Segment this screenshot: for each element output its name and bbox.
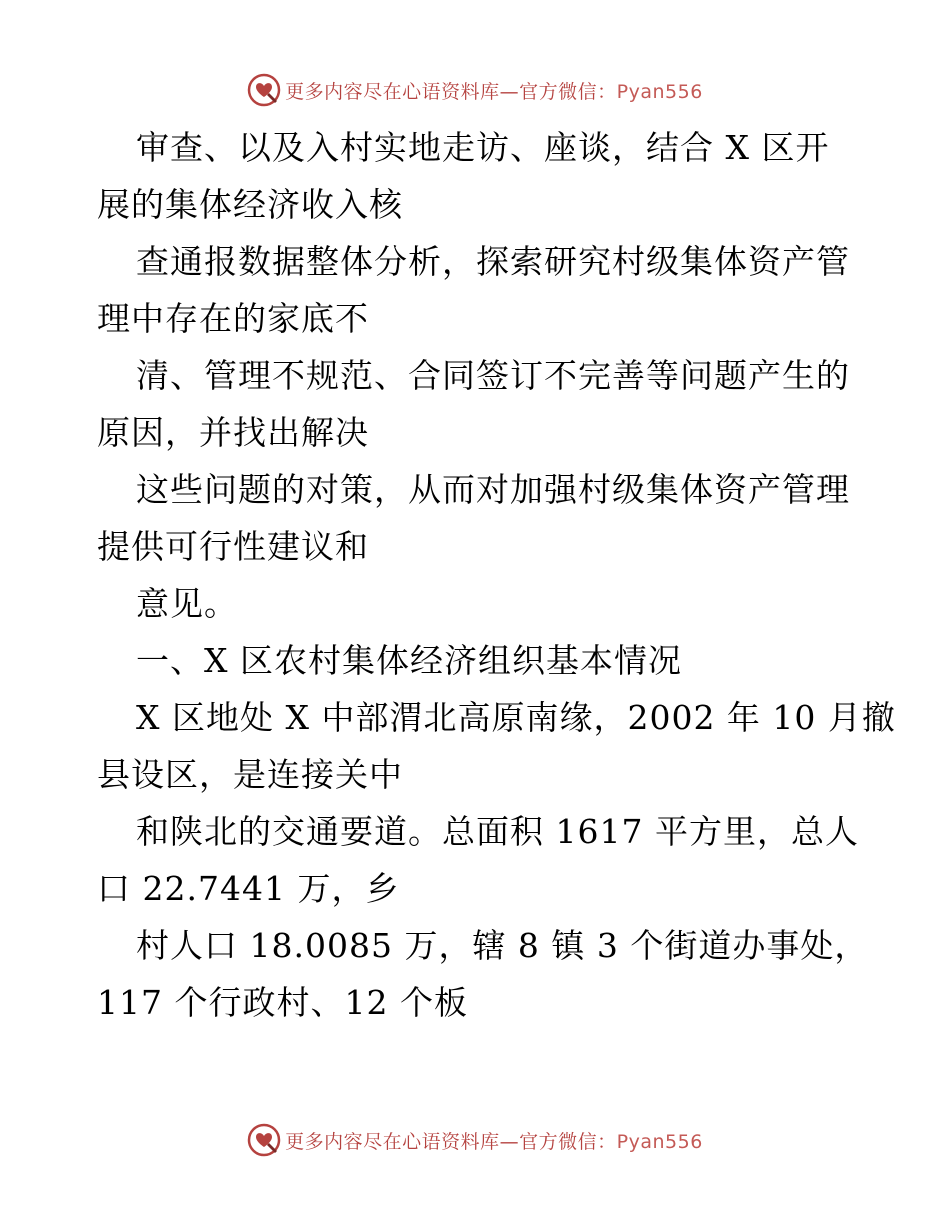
section-heading: 一、X 区农村集体经济组织基本情况 [136,641,682,680]
paragraph-line: 意见。 [136,584,238,623]
watermark-text [285,77,703,104]
heart-pen-icon [247,73,281,107]
paragraph-line: 村人口 18.0085 万，辖 8 镇 3 个街道办事处， [136,926,869,965]
paragraph-line: 117 个行政村、12 个板 [97,983,468,1022]
paragraph-line: X 区地处 X 中部渭北高原南缘，2002 年 10 月撤 [136,698,896,737]
footer-watermark [0,1120,950,1160]
paragraph-line: 理中存在的家底不 [97,299,369,338]
watermark-text [285,1127,703,1154]
paragraph-line: 清、管理不规范、合同签订不完善等问题产生的 [136,356,850,395]
paragraph-line: 查通报数据整体分析，探索研究村级集体资产管 [136,242,850,281]
paragraph-line: 提供可行性建议和 [97,527,369,566]
header-watermark [0,70,950,110]
paragraph-line: 展的集体经济收入核 [97,185,403,224]
watermark-label: 更多内容尽在心语资料库—官方微信： [285,80,617,103]
paragraph-line: 审查、以及入村实地走访、座谈，结合 X 区开 [136,128,830,167]
paragraph-line: 和陕北的交通要道。总面积 1617 平方里，总人 [136,812,859,851]
watermark-label: 更多内容尽在心语资料库—官方微信： [285,1130,617,1153]
heart-pen-icon [247,1123,281,1157]
paragraph-line: 原因，并找出解决 [97,413,369,452]
watermark-account: Pyan556 [616,80,703,103]
paragraph-line: 县设区，是连接关中 [97,755,403,794]
watermark-account: Pyan556 [616,1130,703,1153]
paragraph-line: 这些问题的对策，从而对加强村级集体资产管理 [136,470,850,509]
paragraph-line: 口 22.7441 万，乡 [97,869,400,908]
